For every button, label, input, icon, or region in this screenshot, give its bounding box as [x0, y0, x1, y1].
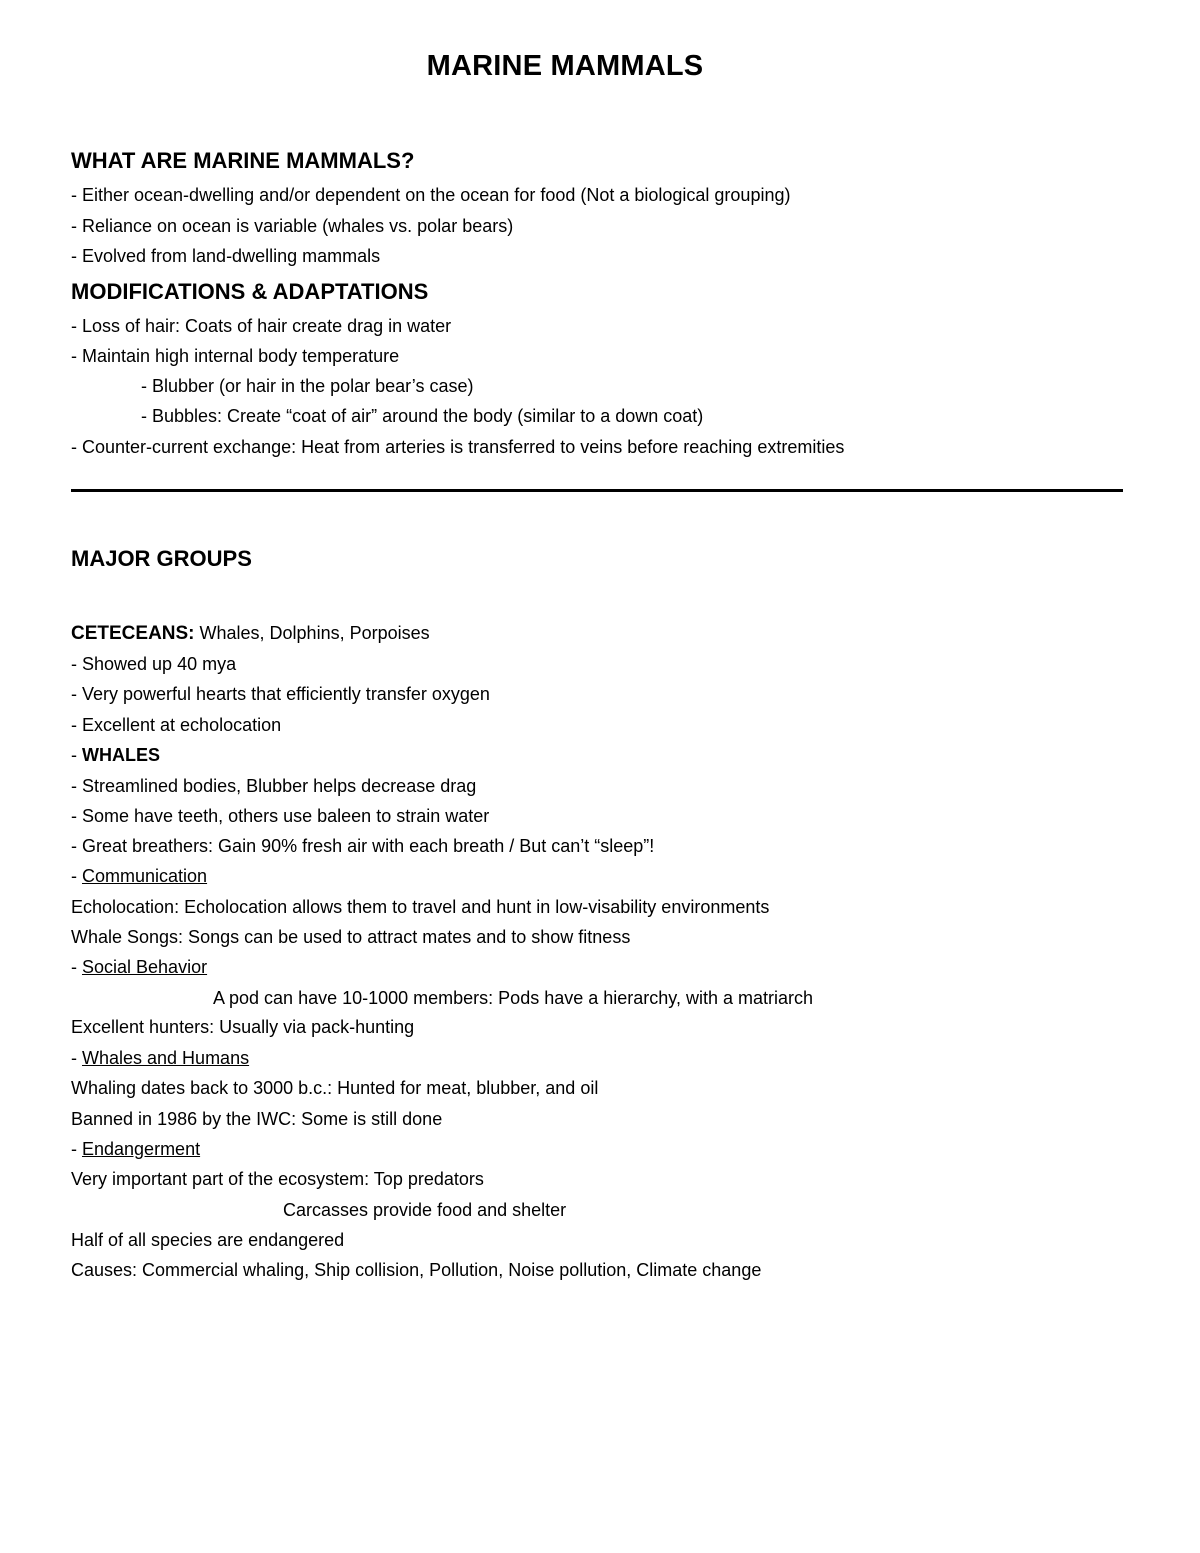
endangerment-dash: - [71, 1139, 82, 1159]
text-line: - Maintain high internal body temperature [71, 346, 400, 366]
horizontal-divider [71, 489, 1123, 492]
humans-line [71, 1047, 249, 1069]
text-line: Half of all species are endangered [71, 1230, 345, 1250]
section-heading-modifications: MODIFICATIONS & ADAPTATIONS [71, 279, 429, 304]
social-label: Social Behavior [82, 957, 208, 977]
whales-line [71, 744, 160, 766]
section-heading-what-are: WHAT ARE MARINE MAMMALS? [71, 148, 415, 173]
whales-label: WHALES [82, 745, 160, 765]
text-line-indented: - Blubber (or hair in the polar bear’s case) [141, 376, 474, 396]
text-line: Whaling dates back to 3000 b.c.: Hunted for meat, blubber, and oil [71, 1078, 599, 1098]
whales-dash: - [71, 745, 82, 765]
text-line: - Evolved from land-dwelling mammals [71, 246, 381, 266]
text-line-indented: A pod can have 10-1000 members: Pods have a hierarchy, with a matriarch [213, 988, 813, 1008]
text-line: - Either ocean-dwelling and/or dependent on the ocean for food (Not a biological grouping) [71, 185, 791, 205]
text-line: - Loss of hair: Coats of hair create drag in water [71, 316, 452, 336]
endangerment-label: Endangerment [82, 1139, 201, 1159]
cetaceans-line [71, 622, 430, 645]
text-line: Echolocation: Echolocation allows them to travel and hunt in low-visability environments [71, 897, 770, 917]
social-dash: - [71, 957, 82, 977]
section-heading-major-groups: MAJOR GROUPS [71, 546, 252, 571]
communication-dash: - [71, 866, 82, 886]
text-line: - Streamlined bodies, Blubber helps decrease drag [71, 776, 477, 796]
text-line: - Reliance on ocean is variable (whales vs. polar bears) [71, 216, 514, 236]
text-line: - Great breathers: Gain 90% fresh air with each breath / But can’t “sleep”! [71, 836, 655, 856]
text-line: Causes: Commercial whaling, Ship collision, Pollution, Noise pollution, Climate change [71, 1260, 762, 1280]
social-line [71, 956, 207, 978]
communication-line [71, 865, 207, 887]
text-line: - Very powerful hearts that efficiently transfer oxygen [71, 684, 490, 704]
humans-dash: - [71, 1048, 82, 1068]
cetaceans-list: Whales, Dolphins, Porpoises [194, 623, 430, 643]
text-line: - Counter-current exchange: Heat from arteries is transferred to veins before reaching extremities [71, 437, 845, 457]
endangerment-line [71, 1138, 200, 1160]
text-line: Very important part of the ecosystem: Top predators [71, 1169, 484, 1189]
text-line: - Excellent at echolocation [71, 715, 282, 735]
communication-label: Communication [82, 866, 208, 886]
humans-label: Whales and Humans [82, 1048, 250, 1068]
text-line: Excellent hunters: Usually via pack-hunting [71, 1017, 415, 1037]
text-line: Whale Songs: Songs can be used to attract mates and to show fitness [71, 927, 631, 947]
text-line-indented: Carcasses provide food and shelter [283, 1200, 567, 1220]
text-line: Banned in 1986 by the IWC: Some is still done [71, 1109, 443, 1129]
text-line: - Showed up 40 mya [71, 654, 237, 674]
text-line: - Some have teeth, others use baleen to strain water [71, 806, 490, 826]
document-title: MARINE MAMMALS [426, 50, 704, 82]
text-line-indented: - Bubbles: Create “coat of air” around the body (similar to a down coat) [141, 406, 704, 426]
cetaceans-label: CETECEANS: [71, 623, 195, 644]
